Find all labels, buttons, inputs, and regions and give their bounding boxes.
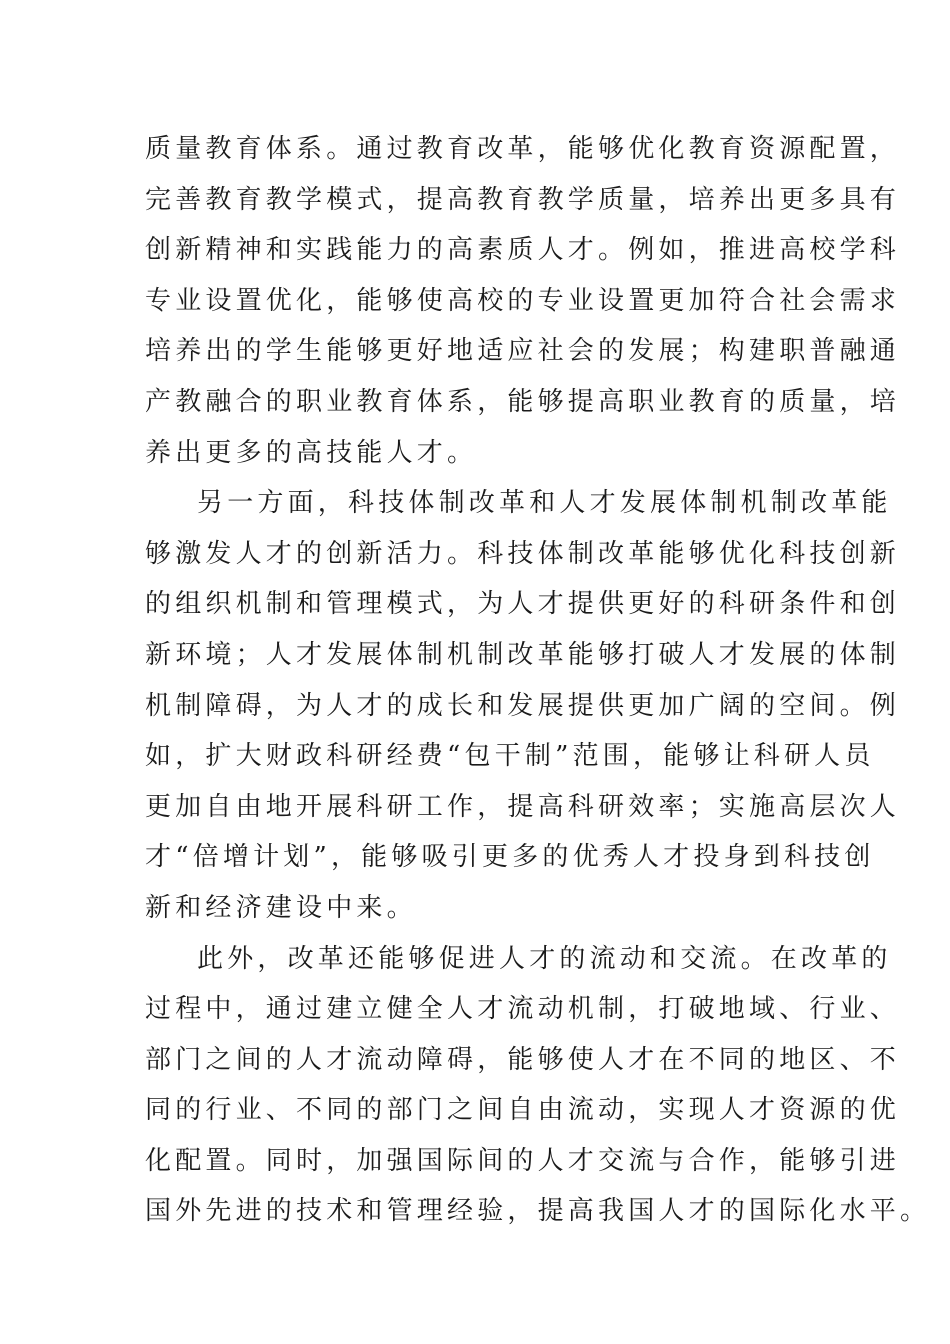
text-line: 过程中，通过建立健全人才流动机制，打破地域、行业、 <box>145 994 901 1025</box>
paragraph-3 <box>145 934 931 1238</box>
text-line: 化配置。同时，加强国际间的人才交流与合作，能够引进 <box>145 1145 901 1176</box>
text-line: 另一方面，科技体制改革和人才发展体制机制改革能 <box>197 488 892 519</box>
text-line: 完善教育教学模式，提高教育教学质量，培养出更多具有 <box>145 184 901 215</box>
paragraph-2 <box>145 478 901 933</box>
text-line: 新环境；人才发展体制机制改革能够打破人才发展的体制 <box>145 639 901 670</box>
text-line: 质量教育体系。通过教育改革，能够优化教育资源配置， <box>145 134 901 164</box>
text-line: 培养出的学生能够更好地适应社会的发展；构建职普融通 <box>145 336 901 367</box>
text-line: 国外先进的技术和管理经验，提高我国人才的国际化水平。 <box>145 1196 931 1227</box>
body-text <box>145 124 931 1237</box>
text-line: 的组织机制和管理模式，为人才提供更好的科研条件和创 <box>145 589 901 620</box>
text-line: 创新精神和实践能力的高素质人才。例如，推进高校学科 <box>145 235 901 266</box>
text-line: 专业设置优化，能够使高校的专业设置更加符合社会需求 <box>145 285 901 316</box>
text-line: 同的行业、不同的部门之间自由流动，实现人才资源的优 <box>145 1095 901 1126</box>
text-line: 才“倍增计划”，能够吸引更多的优秀人才投身到科技创 <box>145 842 875 873</box>
text-line: 养出更多的高技能人才。 <box>145 437 478 468</box>
paragraph-1 <box>145 124 901 478</box>
text-line: 产教融合的职业教育体系，能够提高职业教育的质量，培 <box>145 386 901 417</box>
text-line: 如，扩大财政科研经费“包干制”范围，能够让科研人员 <box>145 741 875 772</box>
text-line: 机制障碍，为人才的成长和发展提供更加广阔的空间。例 <box>145 690 901 721</box>
text-line: 够激发人才的创新活力。科技体制改革能够优化科技创新 <box>145 538 901 569</box>
text-line: 部门之间的人才流动障碍，能够使人才在不同的地区、不 <box>145 1044 901 1075</box>
text-line: 新和经济建设中来。 <box>145 892 417 923</box>
text-line: 此外，改革还能够促进人才的流动和交流。在改革的 <box>197 943 892 974</box>
text-line: 更加自由地开展科研工作，提高科研效率；实施高层次人 <box>145 791 901 822</box>
